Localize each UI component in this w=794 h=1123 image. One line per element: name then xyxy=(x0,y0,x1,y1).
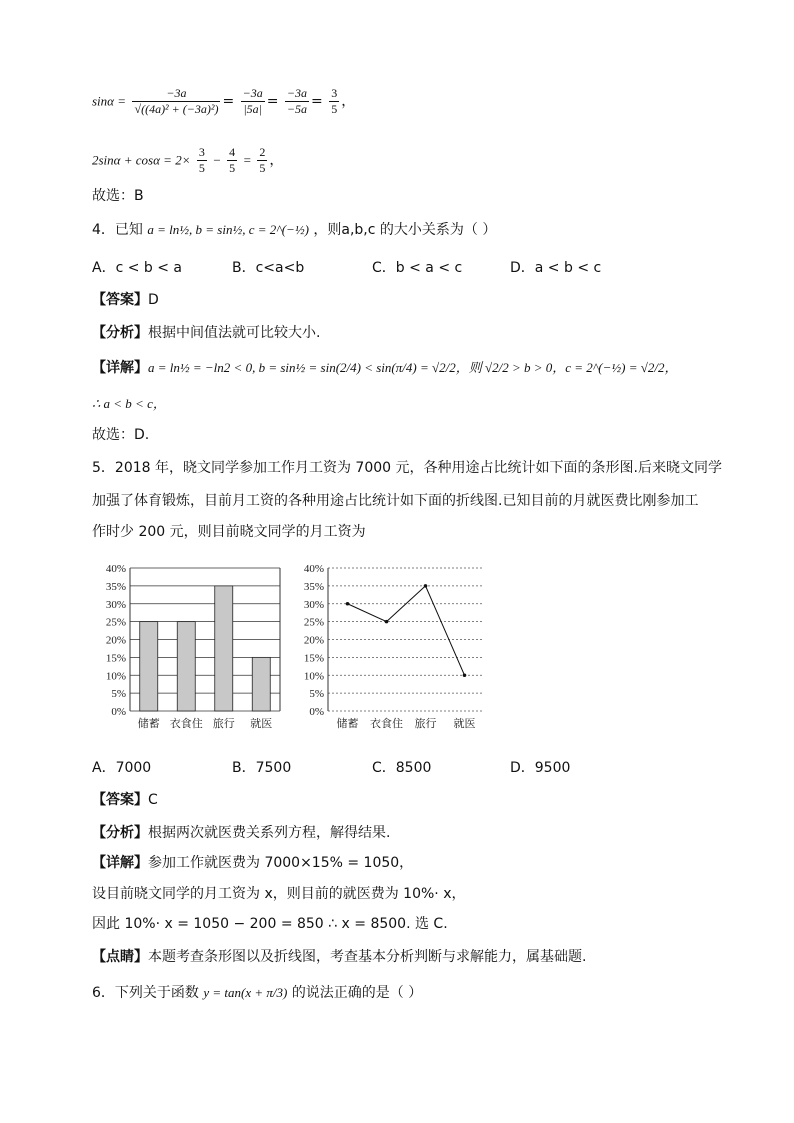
x-category-label: 储蓄 xyxy=(336,717,359,730)
sin-alpha-equation: sinα = $\frac{-3a}{\text{√((4a)² + (−3a)²)}}$ = $\frac{-3a}{|5a|}$ = $\frac{-3a}{-5a}$ = $\frac{3}{5}$ ， xyxy=(92,86,356,116)
y-tick-label: 20% xyxy=(105,634,126,647)
q5-text-line-2: 加强了体育锻炼，目前月工资的各种用途占比统计如下面的折线图.已知目前的月就医费比刚参加工 xyxy=(92,493,699,509)
y-tick-label: 25% xyxy=(303,616,324,629)
q5-detail-2: 设目前晓文同学的月工资为 x，则目前的就医费为 10%· x， xyxy=(92,886,466,902)
q5-choice-a: A．7000 xyxy=(92,760,152,776)
y-tick-label: 40% xyxy=(303,563,324,575)
y-tick-label: 20% xyxy=(303,634,324,647)
q5-text-line-1: 5．2018 年，晓文同学参加工作月工资为 7000 元，各种用途占比统计如下面的条形图.后来晓文同学 xyxy=(92,460,722,476)
y-tick-label: 10% xyxy=(105,670,126,683)
two-sin-plus-cos-equation: 2sinα + cosα = 2× $\frac{3}{5}$ − $\frac{4}{5}$ = $\frac{2}{5}$ ， xyxy=(92,145,284,175)
sin-fraction-4: $\frac{3}{5}$ xyxy=(331,86,338,116)
y-tick-label: 0% xyxy=(309,706,324,718)
q5-comment: 【点睛】本题考查条形图以及折线图，考查基本分析判断与求解能力，属基础题. xyxy=(92,949,587,965)
q5-charts-svg xyxy=(92,556,512,736)
answer-q4: 故选：D. xyxy=(92,427,150,443)
y-tick-label: 35% xyxy=(105,580,126,593)
y-tick-label: 15% xyxy=(303,652,324,665)
y-tick-label: 10% xyxy=(303,670,324,683)
sin-fraction-2: $\frac{-3a}{|5a|}$ xyxy=(242,86,263,116)
sin-fraction-3: $\frac{-3a}{-5a}$ xyxy=(286,86,308,116)
y-tick-label: 35% xyxy=(303,580,324,593)
q5-detail-3: 因此 10%· x = 1050 − 200 = 850 ∴ x = 8500. 选 C. xyxy=(92,916,448,932)
q4-answer: 【答案】D xyxy=(92,292,159,308)
x-category-label: 旅行 xyxy=(414,717,437,730)
y-tick-label: 40% xyxy=(105,563,126,575)
q4-choice-c: C．b < a < c xyxy=(372,260,463,276)
q5-choice-d: D．9500 xyxy=(510,760,571,776)
y-tick-label: 5% xyxy=(111,688,126,701)
q4-expression: a = ln½, b = sin½, c = 2^(−½) xyxy=(147,222,309,237)
q5-choice-b: B．7500 xyxy=(232,760,292,776)
y-tick-label: 30% xyxy=(303,598,324,611)
x-category-label: 衣食住 xyxy=(169,717,203,730)
q5-choice-c: C．8500 xyxy=(372,760,432,776)
question-6: 6．下列关于函数 y = tan(x + π/3) 的说法正确的是（ ） xyxy=(92,985,423,1001)
point-储蓄 xyxy=(346,602,350,606)
point-就医 xyxy=(463,673,467,677)
x-category-label: 储蓄 xyxy=(137,717,160,730)
q5-charts xyxy=(92,556,512,740)
y-tick-label: 5% xyxy=(309,688,324,701)
x-category-label: 旅行 xyxy=(212,717,235,730)
q5-answer: 【答案】C xyxy=(92,792,158,808)
point-旅行 xyxy=(424,584,428,588)
bar-就医 xyxy=(252,657,270,711)
sin-prefix: sinα = xyxy=(92,93,127,109)
y-tick-label: 25% xyxy=(105,616,126,629)
bar-旅行 xyxy=(215,586,233,711)
y-tick-label: 0% xyxy=(111,706,126,718)
q4-choice-a: A．c < b < a xyxy=(92,260,183,276)
q5-analysis: 【分析】根据两次就医费关系列方程，解得结果. xyxy=(92,825,391,841)
x-category-label: 就医 xyxy=(250,717,273,730)
x-category-label: 衣食住 xyxy=(370,717,403,730)
y-tick-label: 15% xyxy=(105,652,126,665)
q6-function: y = tan(x + π/3) xyxy=(203,985,288,1000)
bar-储蓄 xyxy=(140,622,158,711)
answer-q3: 故选：B xyxy=(92,188,144,204)
point-衣食住 xyxy=(385,620,389,624)
bar-衣食住 xyxy=(177,622,195,711)
y-tick-label: 30% xyxy=(105,598,126,611)
q5-text-line-3: 作时少 200 元，则目前晓文同学的月工资为 xyxy=(92,524,366,540)
q4-choice-d: D．a < b < c xyxy=(510,260,602,276)
question-4: 4．已知 a = ln½, b = sin½, c = 2^(−½) ，则a,b,c 的大小关系为（ ） xyxy=(92,222,497,238)
x-category-label: 就医 xyxy=(453,717,476,730)
sin-fraction-1: $\frac{-3a}{\text{√((4a)² + (−3a)²)}}$ xyxy=(134,86,219,116)
q5-detail: 【详解】参加工作就医费为 7000×15% = 1050， xyxy=(92,855,414,871)
series-line xyxy=(348,586,465,675)
q4-analysis: 【分析】根据中间值法就可比较大小. xyxy=(92,325,321,341)
q4-therefore: ∴ a < b < c， xyxy=(92,396,166,411)
q4-choice-b: B．c<a<b xyxy=(232,260,305,276)
q4-detail: 【详解】a = ln½ = −ln2 < 0, b = sin½ = sin(2/4) < sin(π/4) = √2/2，则 √2/2 > b > 0，c = 2^(−½) = √2/2， xyxy=(92,360,678,376)
